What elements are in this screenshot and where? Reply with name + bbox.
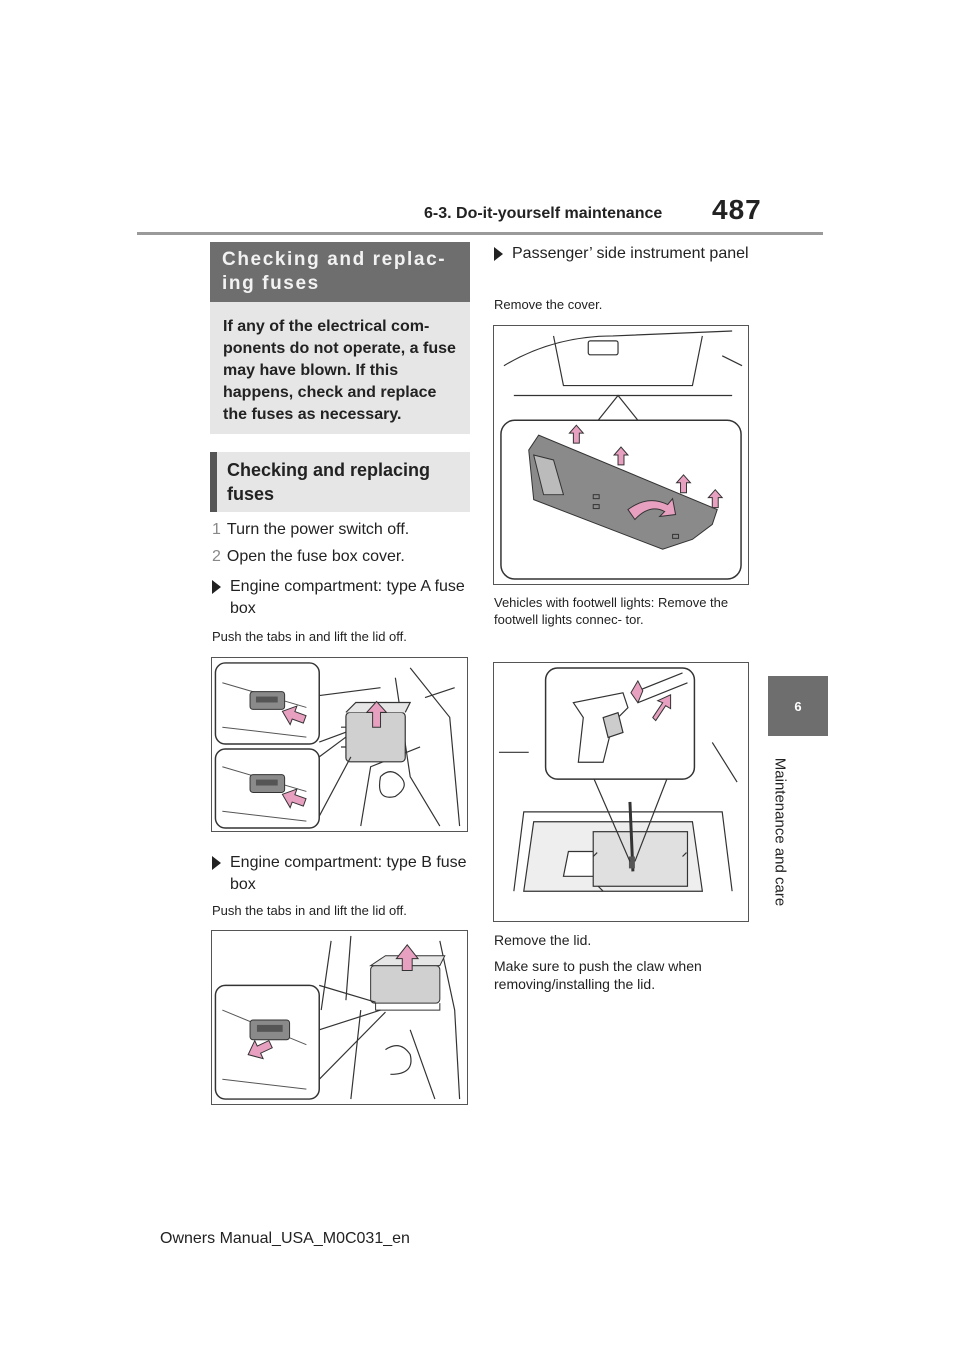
type-a-caption: Push the tabs in and lift the lid off.: [212, 629, 407, 644]
step-number: 2: [212, 548, 221, 565]
remove-lid-text: Remove the lid.: [494, 932, 592, 948]
passenger-panel-illustration: [494, 326, 748, 584]
footer-manual-id: Owners Manual_USA_M0C031_en: [160, 1230, 410, 1247]
figure-footwell-connector: [493, 662, 749, 922]
step-2: [212, 547, 472, 567]
bullet-triangle-icon: [212, 580, 221, 594]
footwell-caption: Vehicles with footwell lights: Remove the footwell lights connec- tor.: [494, 595, 729, 627]
type-a-label: Engine compartment: type A fuse box: [230, 578, 465, 617]
step-1: [212, 520, 472, 540]
topic-title: Checking and replac- ing fuses: [222, 249, 447, 294]
intro-box: [210, 302, 470, 434]
claw-note: Make sure to push the claw when removing/installing the lid.: [494, 958, 702, 992]
header-divider: [137, 232, 823, 235]
figure-type-b-fuse-box: [211, 930, 468, 1105]
chapter-tab: [768, 676, 828, 736]
passenger-panel-heading: [494, 243, 762, 265]
subheading-block: [210, 452, 470, 512]
step-number: 1: [212, 521, 221, 538]
topic-title-block: [210, 242, 470, 302]
type-a-illustration: [212, 658, 467, 831]
type-b-illustration: [212, 931, 467, 1104]
type-a-heading: [212, 576, 480, 620]
figure-passenger-panel-cover: [493, 325, 749, 585]
step-text: Turn the power switch off.: [226, 521, 410, 538]
chapter-title: Maintenance and care: [771, 757, 789, 906]
chapter-title-vertical: [766, 744, 794, 919]
bullet-triangle-icon: [494, 247, 503, 261]
passenger-panel-label: Passenger’ side instrument panel: [512, 245, 749, 262]
step-text: Open the fuse box cover.: [226, 548, 405, 565]
type-b-label: Engine compartment: type B fuse box: [230, 854, 467, 893]
bullet-triangle-icon: [212, 856, 221, 870]
type-b-caption: Push the tabs in and lift the lid off.: [212, 903, 407, 918]
intro-text: If any of the electrical com- ponents do not operate, a fuse may have blown. If this happens, check and replace the fuses as necessary.: [223, 318, 456, 423]
figure-type-a-fuse-box: [211, 657, 468, 832]
footwell-connector-illustration: [494, 663, 748, 921]
section-title: 6-3. Do-it-yourself maintenance: [424, 205, 663, 222]
chapter-number: 6: [794, 698, 802, 714]
type-b-heading: [212, 852, 480, 896]
page-number: 487: [712, 194, 762, 225]
passenger-caption: Remove the cover.: [494, 297, 603, 312]
subheading-text: Checking and replacing fuses: [227, 460, 431, 504]
